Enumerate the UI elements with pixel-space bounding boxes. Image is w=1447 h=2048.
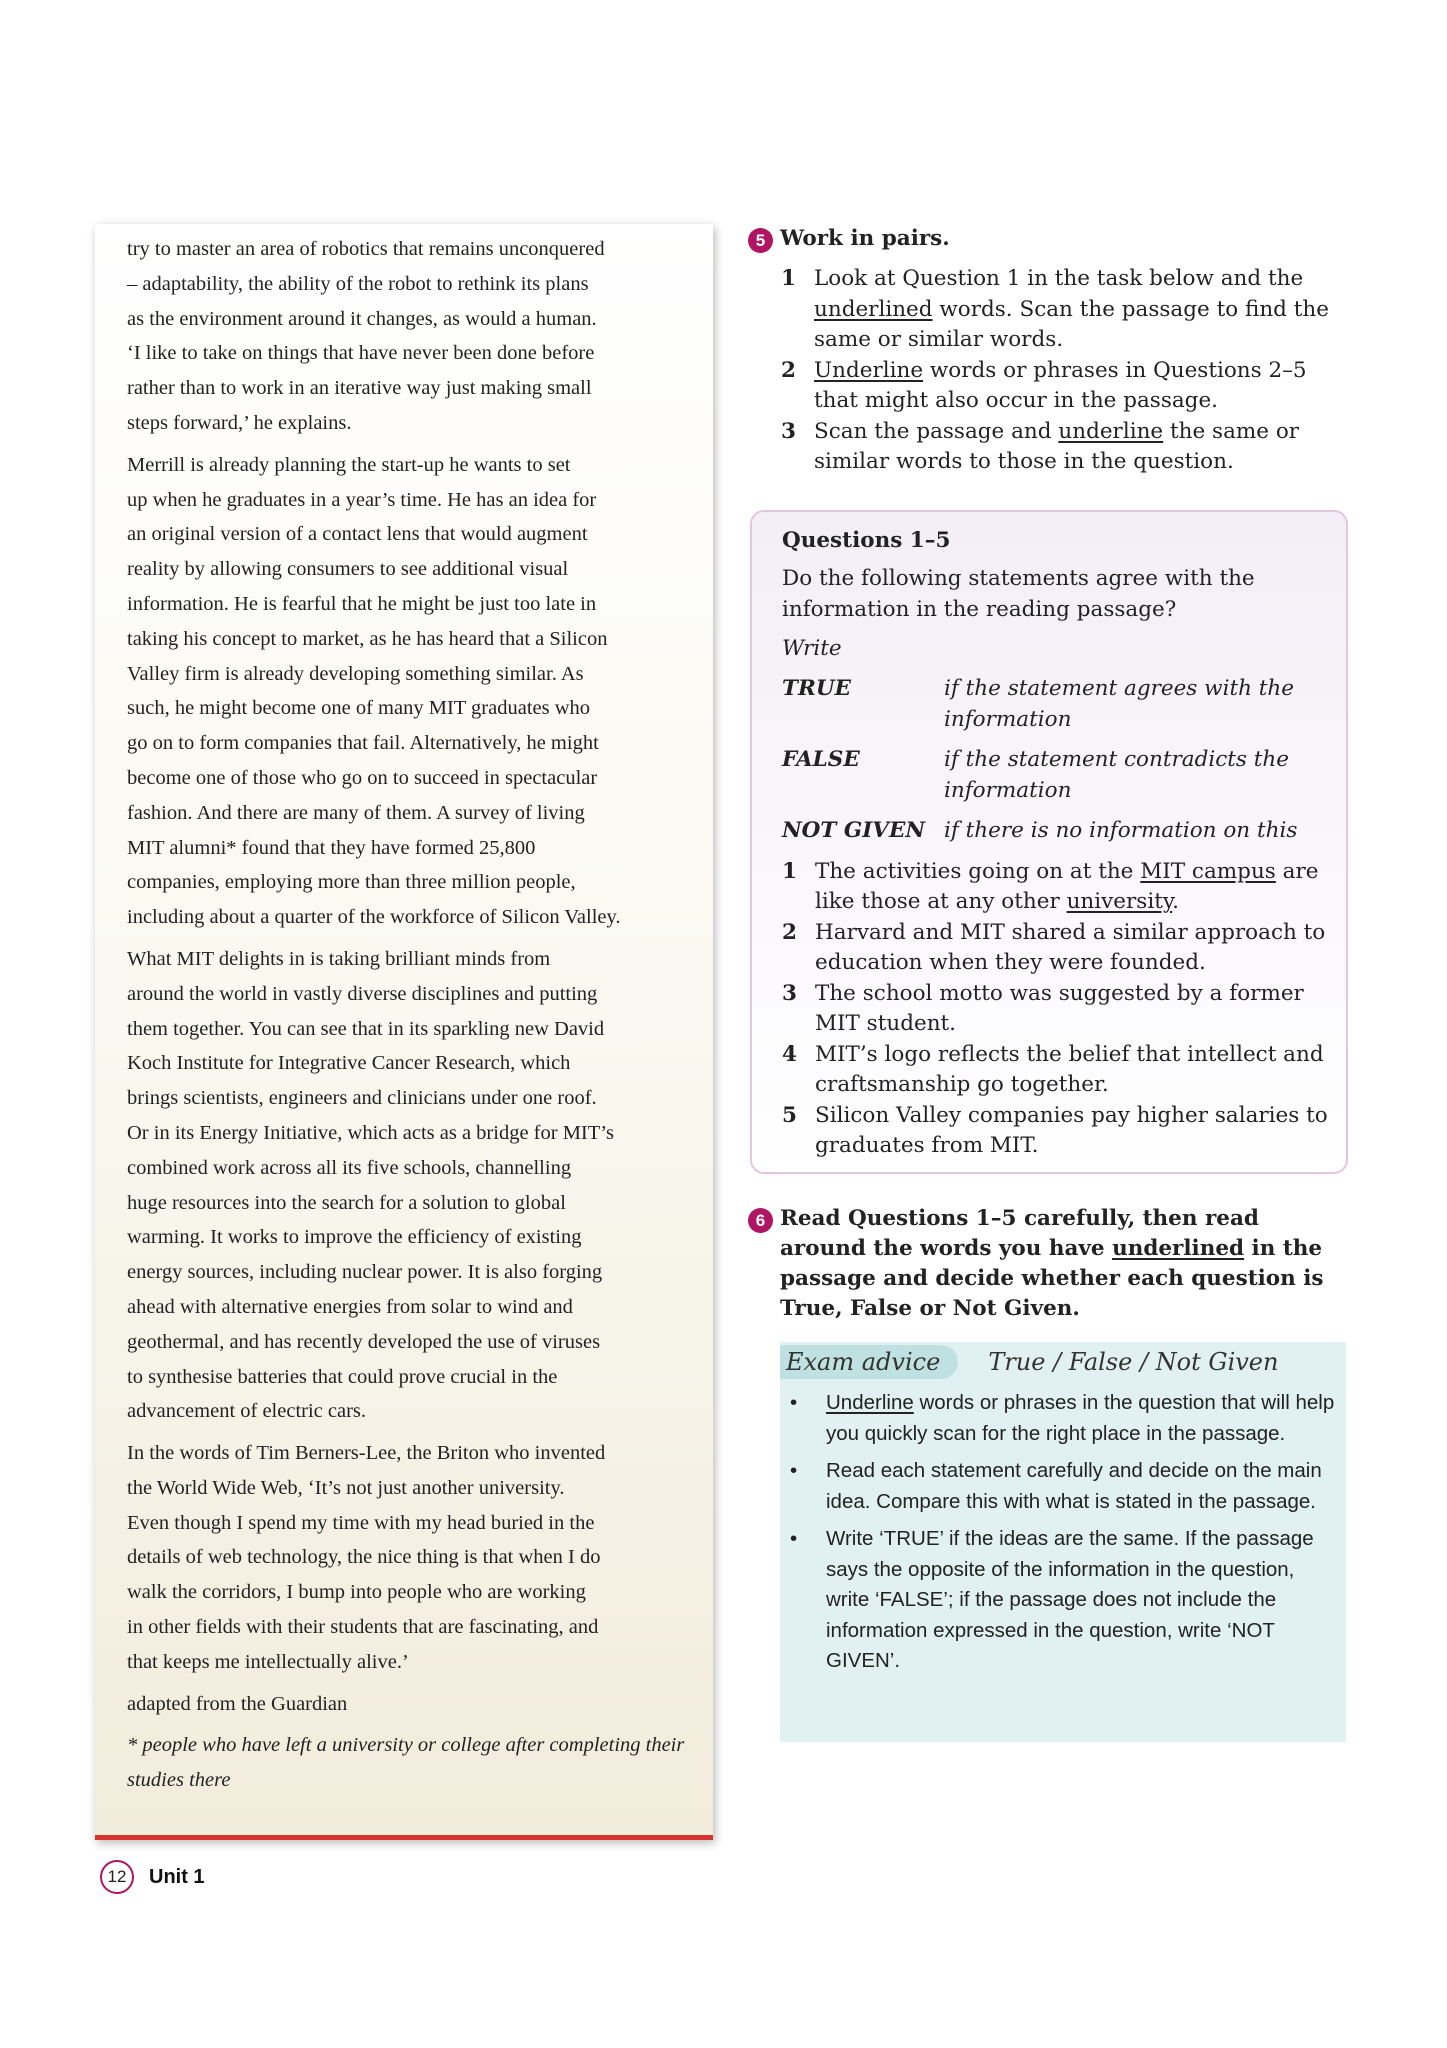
- step-text: Look at Question 1 in the task below and the underlined words. Scan the passage to find the same or similar words.: [814, 266, 1329, 352]
- passage-line: ‘I like to take on things that have never been done before: [127, 342, 595, 365]
- question-item: [782, 918, 1346, 979]
- definition-key: FALSE: [782, 747, 860, 772]
- exam-advice-title: True / False / Not Given: [988, 1348, 1279, 1376]
- answer-definitions: [782, 674, 1346, 847]
- task-5-step: [748, 417, 1348, 478]
- task-6-text: Read Questions 1–5 carefully, then read around the words you have underlined in the passage and decide whether each question is True, False or Not Given.: [780, 1206, 1324, 1321]
- definition-value: if there is no information on this: [944, 818, 1298, 843]
- underlined-word: MIT campus: [1140, 858, 1276, 884]
- question-item: [782, 857, 1346, 918]
- underlined-word: underlined: [814, 296, 933, 322]
- passage-line: – adaptability, the ability of the robot to rethink its plans: [127, 272, 589, 295]
- unit-label: Unit 1: [149, 1865, 205, 1888]
- question-text: Silicon Valley companies pay higher salaries to graduates from MIT.: [815, 1102, 1328, 1158]
- underlined-word: university: [1066, 889, 1173, 914]
- definition-value: if the statement agrees with the information: [944, 676, 1294, 732]
- passage-paragraph: [127, 448, 687, 935]
- reading-passage: [95, 224, 713, 1840]
- passage-line: advancement of electric cars.: [127, 1400, 367, 1423]
- passage-line: Even though I spend my time with my head buried in the: [127, 1511, 595, 1534]
- passage-footnote: [127, 1728, 687, 1798]
- question-item: [782, 979, 1346, 1040]
- question-text: MIT’s logo reflects the belief that intellect and craftsmanship go together.: [815, 1041, 1324, 1097]
- advice-text: Read each statement carefully and decide on the main idea. Compare this with what is stated in the passage.: [826, 1459, 1322, 1513]
- exam-advice-list: [780, 1388, 1346, 1677]
- passage-line: rather than to work in an iterative way just making small: [127, 377, 592, 400]
- task-5-heading: [748, 224, 1348, 254]
- definition-row: [782, 816, 1346, 847]
- step-number: 2: [781, 357, 796, 383]
- question-text: The activities going on at the MIT campus are like those at any other university.: [815, 858, 1319, 914]
- passage-line: warming. It works to improve the efficiency of existing: [127, 1226, 582, 1249]
- bullet-icon: •: [790, 1527, 798, 1550]
- task-number-badge: 5: [748, 228, 773, 253]
- passage-line: Or in its Energy Initiative, which acts as a bridge for MIT’s: [127, 1121, 614, 1144]
- passage-line: MIT alumni* found that they have formed 25,800: [127, 836, 536, 859]
- passage-source: adapted from the Guardian: [127, 1692, 348, 1715]
- passage-line: geothermal, and has recently developed the use of viruses: [127, 1330, 601, 1353]
- question-number: 2: [782, 919, 797, 945]
- passage-line: Merrill is already planning the start-up he wants to set: [127, 453, 571, 476]
- footnote-line: * people who have left a university or college after completing their: [127, 1734, 685, 1757]
- passage-paragraph: [127, 232, 687, 441]
- passage-line: information. He is fearful that he might be just too late in: [127, 592, 597, 615]
- question-number: 3: [782, 980, 797, 1006]
- passage-line: as the environment around it changes, as would a human.: [127, 307, 597, 330]
- passage-line: steps forward,’ he explains.: [127, 411, 352, 434]
- passage-bottom-rule: [95, 1835, 713, 1840]
- advice-text: Write ‘TRUE’ if the ideas are the same. If the passage says the opposite of the information in the question, write ‘FALSE’; if the passage does not include the information expressed in the question, write ‘NOT GIVEN’.: [826, 1527, 1314, 1672]
- footnote-line: studies there: [127, 1769, 231, 1792]
- passage-line: around the world in vastly diverse disciplines and putting: [127, 982, 598, 1005]
- bullet-icon: •: [790, 1391, 798, 1414]
- passage-paragraph: [127, 942, 687, 1429]
- question-item: [782, 1101, 1346, 1162]
- task-number-badge: 6: [748, 1208, 773, 1233]
- step-number: 1: [781, 266, 796, 291]
- step-number: 3: [781, 418, 796, 444]
- write-label: Write: [782, 636, 842, 661]
- passage-line: Valley firm is already developing something similar. As: [127, 662, 584, 685]
- passage-line: that keeps me intellectually alive.’: [127, 1650, 409, 1673]
- task-5-steps: [748, 264, 1348, 478]
- advice-item: [780, 1456, 1346, 1517]
- passage-line: in other fields with their students that are fascinating, and: [127, 1616, 599, 1639]
- passage-line: ahead with alternative energies from solar to wind and: [127, 1295, 573, 1318]
- passage-line: including about a quarter of the workforce of Silicon Valley.: [127, 906, 621, 929]
- passage-line: up when he graduates in a year’s time. He has an idea for: [127, 488, 597, 511]
- definition-key: NOT GIVEN: [782, 818, 926, 843]
- passage-line: them together. You can see that in its sparkling new David: [127, 1017, 605, 1040]
- passage-line: In the words of Tim Berners-Lee, the Briton who invented: [127, 1442, 606, 1465]
- underlined-word: Underline: [814, 357, 924, 383]
- underlined-word: Underline: [826, 1391, 914, 1414]
- task-5-step: [748, 264, 1348, 356]
- question-number: 5: [782, 1102, 797, 1128]
- question-item: [782, 1040, 1346, 1101]
- advice-text: Underline words or phrases in the question that will help you quickly scan for the right place in the passage.: [826, 1391, 1335, 1445]
- passage-line: combined work across all its five schools, channelling: [127, 1156, 572, 1179]
- question-text: Harvard and MIT shared a similar approach to education when they were founded.: [815, 919, 1326, 975]
- passage-line: What MIT delights in is taking brilliant minds from: [127, 947, 551, 970]
- questions-box: [750, 510, 1348, 1174]
- passage-line: taking his concept to market, as he has heard that a Silicon: [127, 627, 608, 650]
- passage-line: huge resources into the search for a solution to global: [127, 1191, 566, 1214]
- questions-instruction: Do the following statements agree with the information in the reading passage?: [782, 566, 1255, 622]
- task-5-step: [748, 356, 1348, 417]
- step-text: Scan the passage and underline the same or similar words to those in the question.: [814, 418, 1300, 474]
- exam-advice-tag: Exam advice: [780, 1345, 958, 1379]
- passage-line: details of web technology, the nice thing is that when I do: [127, 1546, 601, 1569]
- passage-line: energy sources, including nuclear power. It is also forging: [127, 1261, 603, 1284]
- passage-line: fashion. And there are many of them. A survey of living: [127, 801, 585, 824]
- passage-line: companies, employing more than three million people,: [127, 871, 576, 894]
- question-text: The school motto was suggested by a former MIT student.: [815, 980, 1304, 1036]
- definition-row: [782, 674, 1346, 735]
- question-list: [782, 857, 1346, 1162]
- step-text: Underline words or phrases in Questions 2–5 that might also occur in the passage.: [814, 357, 1307, 413]
- question-number: 4: [782, 1041, 797, 1067]
- tasks-column: [748, 224, 1348, 1672]
- passage-line: become one of those who go on to succeed in spectacular: [127, 766, 598, 789]
- underlined-word: underline: [1058, 418, 1164, 444]
- passage-line: try to master an area of robotics that remains unconquered: [127, 238, 605, 260]
- questions-heading: Questions 1–5: [782, 528, 951, 553]
- task-6: [748, 1204, 1335, 1324]
- page-footer: [100, 1858, 205, 1896]
- task-5-title: Work in pairs.: [780, 226, 950, 251]
- passage-paragraph: [127, 1436, 687, 1680]
- advice-item: [780, 1388, 1346, 1449]
- bullet-icon: •: [790, 1459, 798, 1482]
- page-number: 12: [100, 1860, 134, 1894]
- passage-line: to synthesise batteries that could prove crucial in the: [127, 1365, 558, 1388]
- passage-line: brings scientists, engineers and clinicians under one roof.: [127, 1087, 597, 1110]
- passage-line: an original version of a contact lens that would augment: [127, 523, 588, 546]
- passage-line: the World Wide Web, ‘It’s not just another university.: [127, 1476, 565, 1499]
- passage-body: [127, 232, 687, 1680]
- advice-item: [780, 1524, 1346, 1677]
- question-number: 1: [782, 858, 797, 884]
- passage-line: walk the corridors, I bump into people who are working: [127, 1581, 586, 1604]
- passage-line: reality by allowing consumers to see additional visual: [127, 558, 569, 581]
- passage-line: Koch Institute for Integrative Cancer Research, which: [127, 1052, 571, 1075]
- definition-key: TRUE: [782, 676, 852, 701]
- passage-line: such, he might become one of many MIT graduates who: [127, 697, 591, 720]
- passage-line: go on to form companies that fail. Alternatively, he might: [127, 732, 599, 755]
- definition-value: if the statement contradicts the information: [944, 747, 1289, 803]
- definition-row: [782, 745, 1346, 806]
- exam-advice-box: [780, 1342, 1346, 1742]
